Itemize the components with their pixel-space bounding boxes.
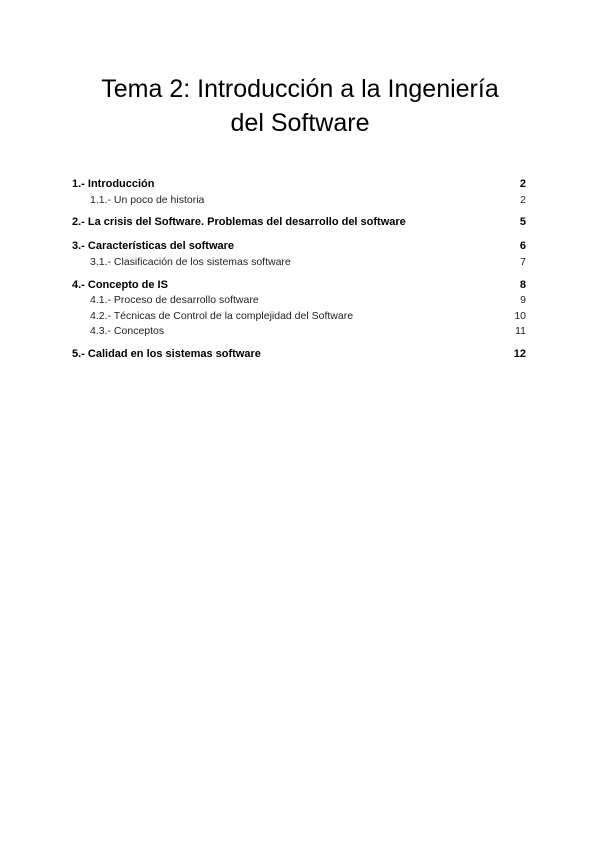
toc-entry-page: 9 <box>520 294 526 306</box>
title-line-1: Tema 2: Introducción a la Ingeniería <box>101 75 499 103</box>
toc-entry-page: 2 <box>520 194 526 206</box>
toc-entry-label: 4.3.- Conceptos <box>90 325 165 337</box>
toc-entry-page: 2 <box>519 178 526 190</box>
toc-entry[interactable] <box>90 309 526 323</box>
toc-entry-page: 5 <box>519 216 526 228</box>
toc-entry[interactable] <box>90 324 526 338</box>
document-title <box>0 72 600 140</box>
toc-entry[interactable] <box>72 239 526 253</box>
toc-entry-page: 7 <box>520 256 526 268</box>
title-line-2: del Software <box>230 109 370 137</box>
toc-entry-page: 10 <box>514 310 526 322</box>
toc-entry-page: 12 <box>513 348 526 360</box>
toc-entry[interactable] <box>72 215 526 229</box>
toc-entry[interactable] <box>72 278 526 292</box>
toc-entry[interactable] <box>90 293 526 307</box>
toc-entry[interactable] <box>72 347 526 361</box>
toc-entry-label: 2.- La crisis del Software. Problemas del desarrollo del software <box>72 216 406 228</box>
toc-entry[interactable] <box>72 177 526 191</box>
toc-entry-label: 5.- Calidad en los sistemas software <box>72 348 261 360</box>
toc-entry-label: 4.- Concepto de IS <box>72 279 168 291</box>
toc-entry-label: 3.- Características del software <box>72 240 235 252</box>
toc-entry[interactable] <box>90 255 526 269</box>
toc-entry-label: 1.- Introducción <box>72 178 155 190</box>
toc-entry-label: 3.1.- Clasificación de los sistemas software <box>90 256 291 268</box>
toc-entry-page: 11 <box>515 325 526 337</box>
toc-entry[interactable] <box>90 193 526 207</box>
toc-entry-label: 4.2.- Técnicas de Control de la complejidad del Software <box>90 310 354 322</box>
toc-entry-page: 8 <box>519 279 526 291</box>
toc-entry-label: 4.1.- Proceso de desarrollo software <box>90 294 259 306</box>
toc-entry-label: 1.1.- Un poco de historia <box>90 194 205 206</box>
toc-entry-page: 6 <box>519 240 526 252</box>
